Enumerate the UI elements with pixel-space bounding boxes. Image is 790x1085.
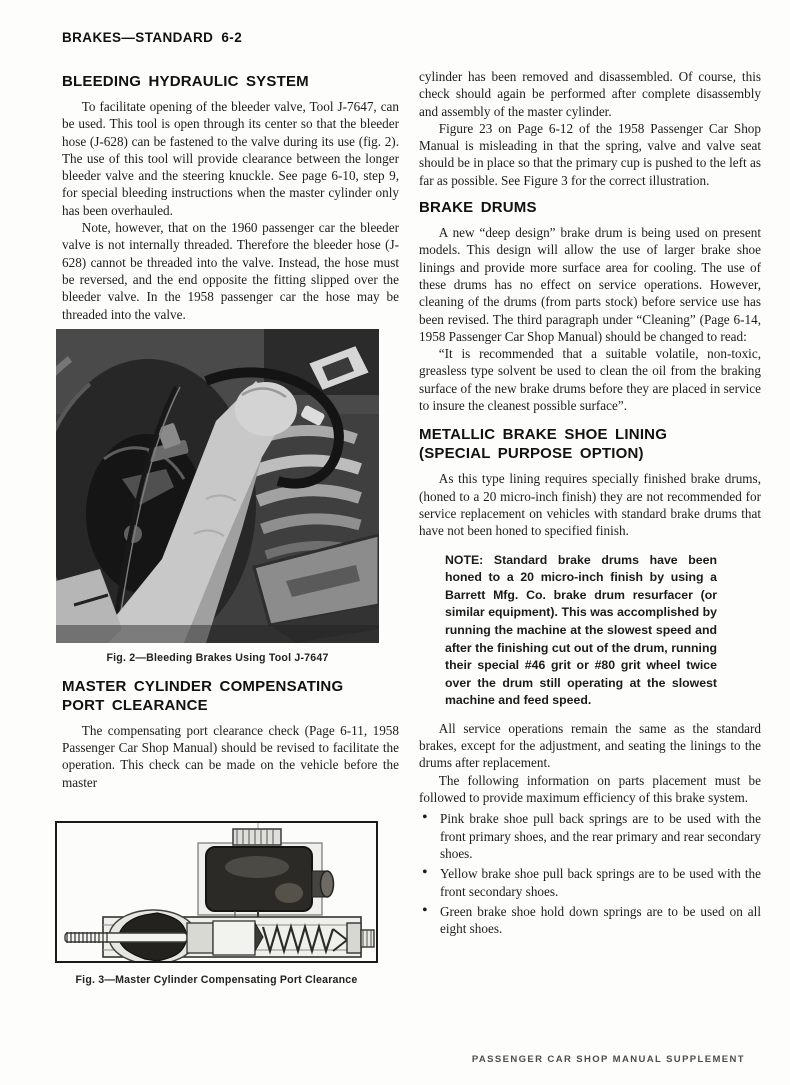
section-heading-brake-drums: BRAKE DRUMS [419, 199, 537, 217]
paragraph: All service operations remain the same as the standard brakes, except for the adjustment, and seating the linings to the drums after replacement. [419, 720, 761, 771]
section-heading-master-cylinder-compensating [62, 677, 399, 715]
heading-line: MASTER CYLINDER COMPENSATING [62, 677, 344, 695]
page-header: BRAKES—STANDARD 6-2 [62, 30, 243, 45]
heading-line: (SPECIAL PURPOSE OPTION) [419, 445, 644, 463]
figure-2-photo [56, 329, 379, 643]
section-heading-bleeding-hydraulic-system: BLEEDING HYDRAULIC SYSTEM [62, 73, 309, 90]
figure-2-caption: Fig. 2—Bleeding Brakes Using Tool J-7647 [106, 651, 329, 664]
paragraph: As this type lining requires specially finished brake drums, (honed to a 20 micro-inch finish) they are not recommended for service replacement on vehicles with standard brake drums that have not been honed to specified finish. [419, 471, 761, 539]
paragraph: The following information on parts placement must be followed to provide maximum efficiency of this brake system. [419, 772, 761, 806]
section-heading-metallic-brake-shoe-lining [419, 425, 761, 463]
bleeding-brakes-photo-illustration [56, 329, 379, 643]
figure-3-caption: Fig. 3—Master Cylinder Compensating Port Clearance [75, 974, 358, 987]
page-footer: PASSENGER CAR SHOP MANUAL SUPPLEMENT [471, 1054, 745, 1065]
paragraph: Note, however, that on the 1960 passenger car the bleeder valve is not internally threaded. Therefore the bleeder hose (J-628) cannot be threaded into the valve. Instead, the hose must be reversed, and the end opposite the fitting slipped over the bleeder valve. In the 1958 passenger car the hose may be threaded into the valve. [62, 220, 399, 322]
paragraph: To facilitate opening of the bleeder valve, Tool J-7647, can be used. This tool is open through its center so that the bleeder hose (J-628) can be fastened to the valve during its use (fig. 2). The use of this tool will provide clearance between the longer bleeder valve and the steering knuckle. See page 6-10, step 9, for special bleeding instructions when the master cylinder only has been overhauled. [62, 99, 399, 218]
list-item-yellow-springs: • Yellow brake shoe pull back springs are to be used with the front secondary shoes. [419, 865, 761, 900]
note-block: NOTE: Standard brake drums have been honed to a 20 micro-inch finish by using a Barrett Mfg. Co. brake drum resurfacer (or similar equipment). This was accomplished by running the machine at the slowest speed and after the finishing cut out of the drum, running their special #46 grit or #80 grit wheel twice over the drum still operating at the slowest machine and feed speed. [445, 552, 717, 708]
paragraph: cylinder has been removed and disassembled. Of course, this check should again be performed after complete disassembly and assembly of the master cylinder. [419, 69, 761, 119]
right-column [419, 68, 761, 940]
paragraph: “It is recommended that a suitable volatile, non-toxic, greasless type solvent be used to clean the oil from the braking surface of the new brake drums before they are placed in service to insure the cleanest possible surface”. [419, 346, 761, 414]
heading-line: METALLIC BRAKE SHOE LINING [419, 426, 668, 444]
figure-3-diagram [55, 821, 378, 963]
list-item-pink-springs: • Pink brake shoe pull back springs are to be used with the front primary shoes, and the rear primary and rear secondary shoes. [419, 810, 761, 862]
paragraph: A new “deep design” brake drum is being used on present models. This design will allow the use of larger brake shoe linings and provide more surface area for cooling. The use of these drums has no effect on service operations. However, cleaning of the drums (from parts stock) before service use has been revised. The third paragraph under “Cleaning” (Page 6-14, 1958 Passenger Car Shop Manual) should be changed to read: [419, 225, 761, 344]
parts-placement-list [419, 810, 761, 937]
paragraph: The compensating port clearance check (Page 6-11, 1958 Passenger Car Shop Manual) should be revised to facilitate the operation. This check can be made on the vehicle before the master [62, 722, 399, 790]
master-cylinder-cross-section-illustration [57, 823, 376, 961]
left-column [62, 64, 399, 986]
list-item-green-springs: • Green brake shoe hold down springs are to be used on all eight shoes. [419, 903, 761, 938]
heading-line: PORT CLEARANCE [62, 696, 208, 714]
paragraph: Figure 23 on Page 6-12 of the 1958 Passenger Car Shop Manual is misleading in that the spring, valve and valve seat should be in place so that the primary cup is pushed to the left as far as possible. See Figure 3 for the correct illustration. [419, 120, 761, 188]
